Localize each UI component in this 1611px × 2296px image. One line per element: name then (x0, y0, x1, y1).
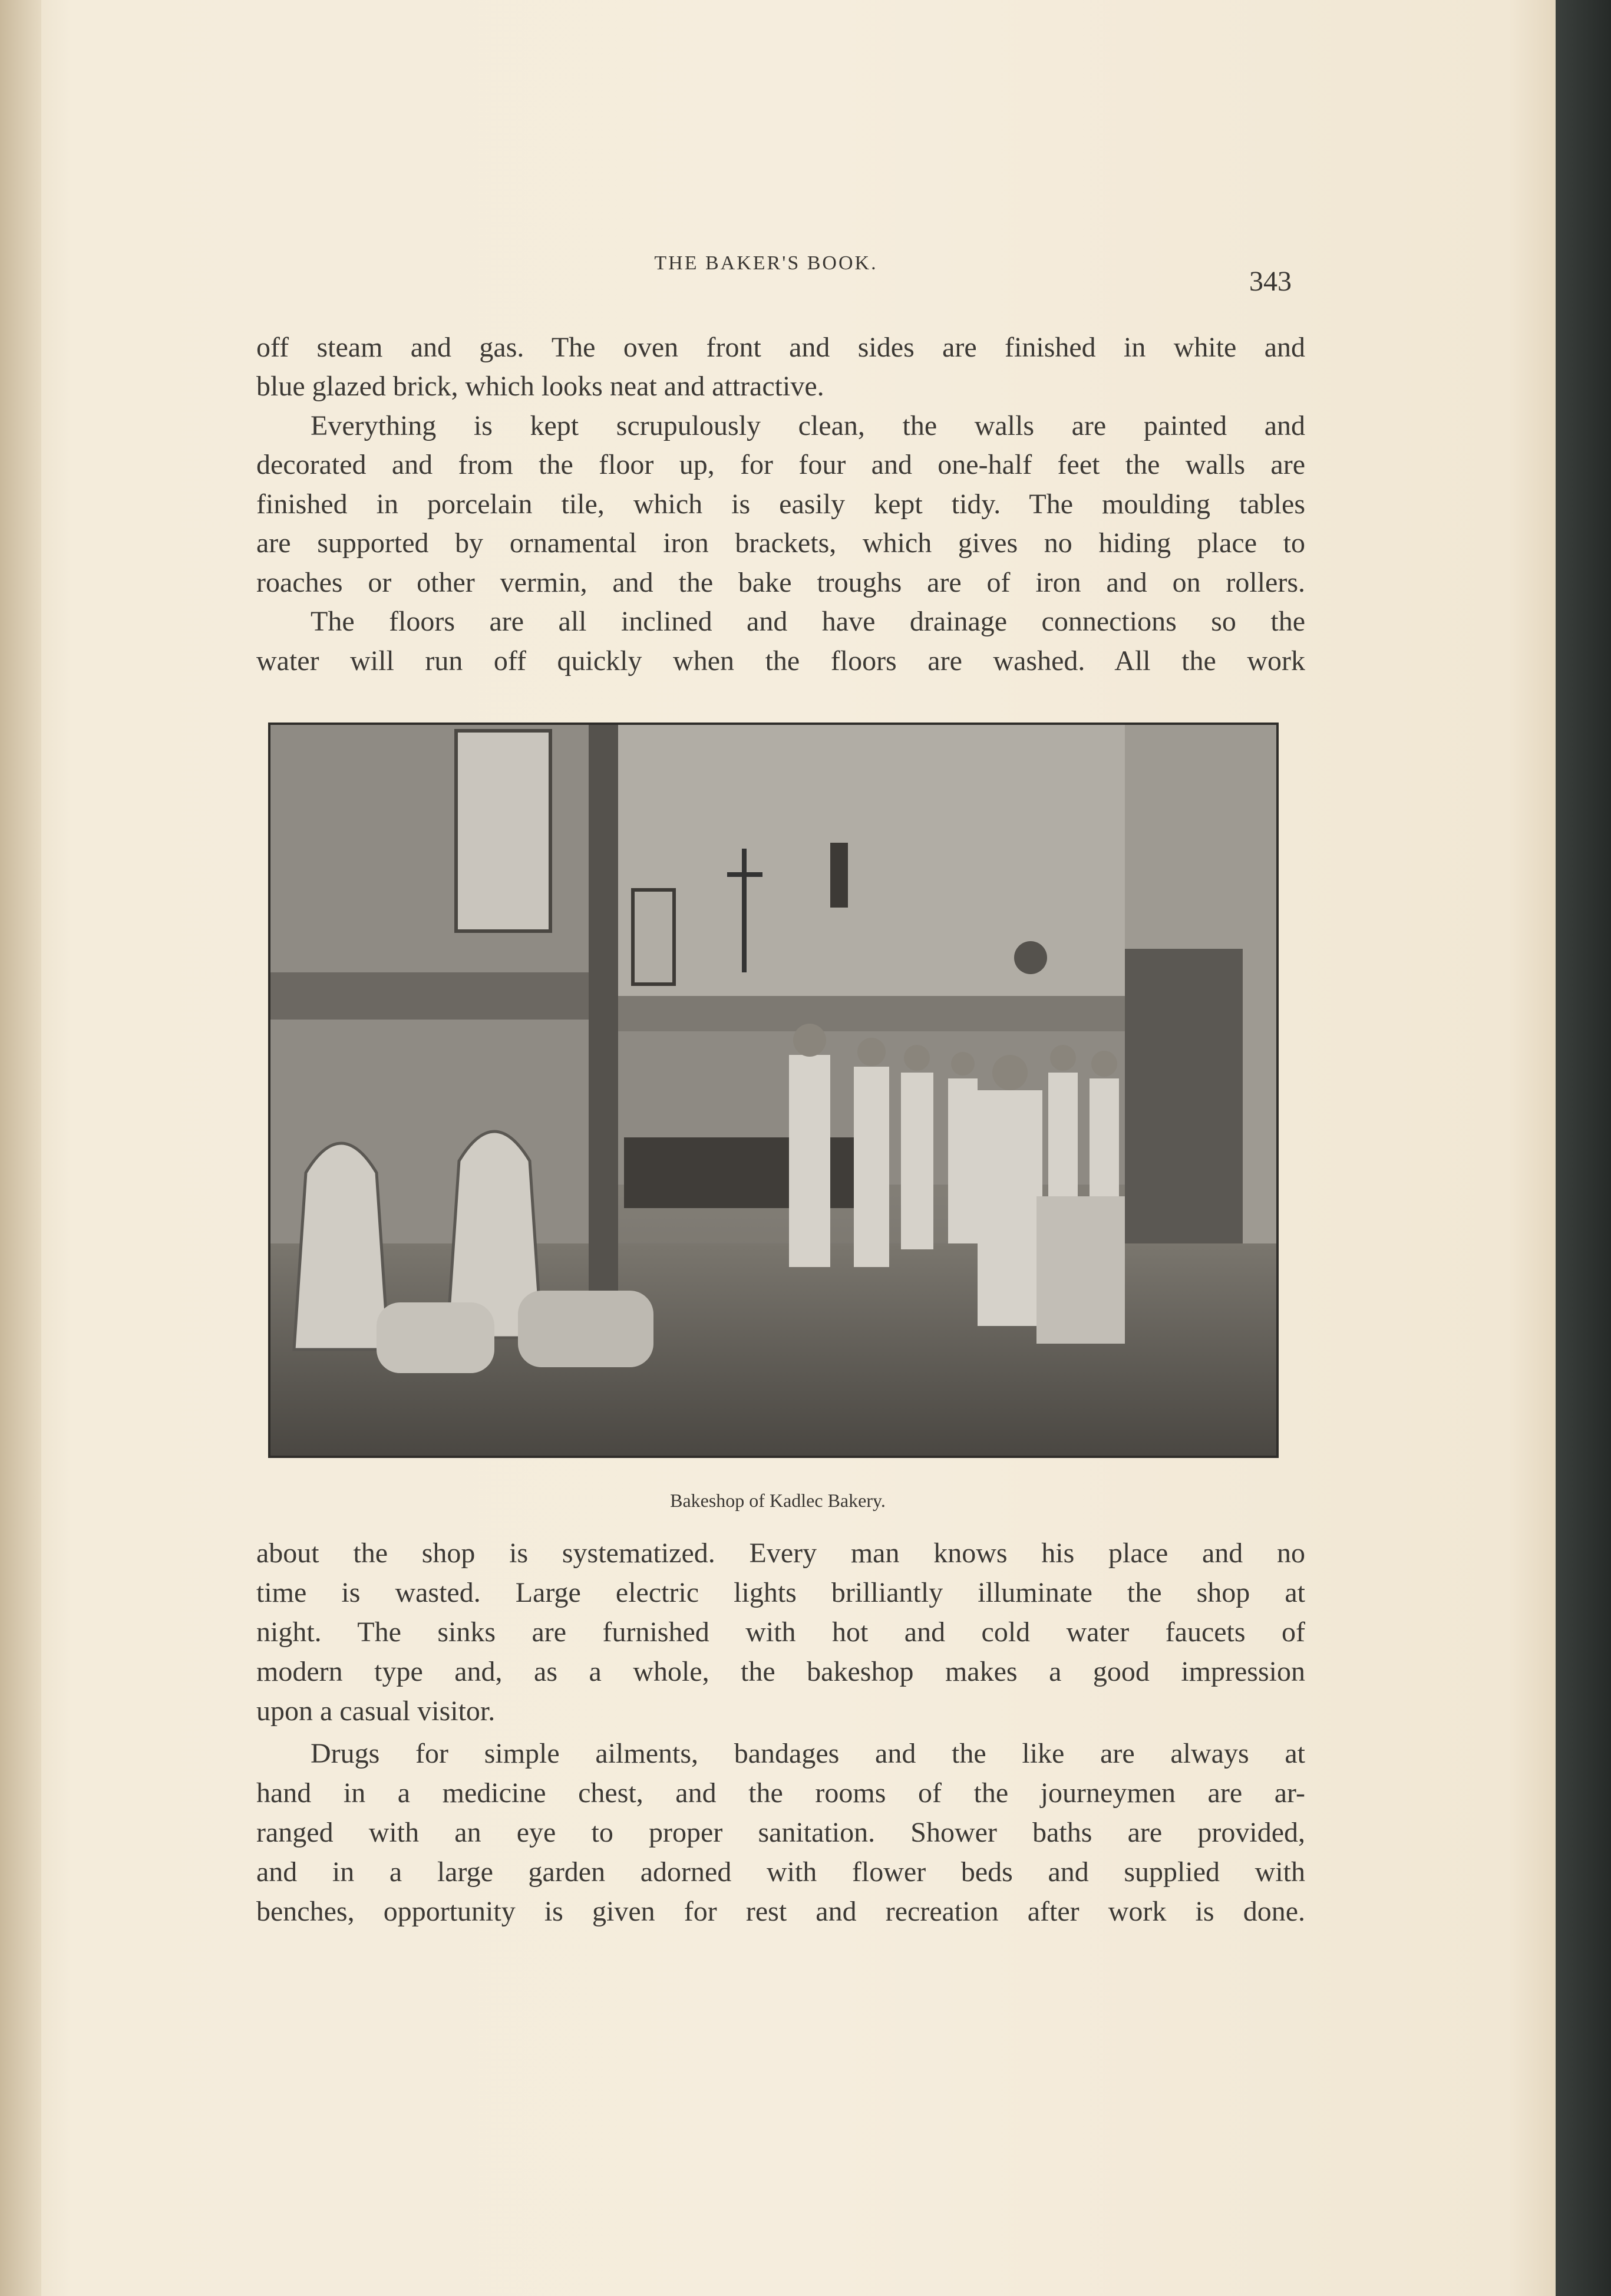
page-gutter-shadow (0, 0, 41, 2296)
running-head (0, 252, 1556, 275)
text-line: modern type and, as a whole, the bakeshop makes a good impression (256, 1656, 1305, 1687)
text-line: are supported by ornamental iron brackets, which gives no hiding place to (256, 527, 1305, 559)
page-number: 343 (1249, 266, 1292, 297)
photo-illustration (270, 725, 1276, 1456)
text-line: time is wasted. Large electric lights brilliantly illuminate the shop at (256, 1577, 1305, 1608)
text-line: The floors are all inclined and have drainage connections so the (311, 606, 1305, 637)
text-line: night. The sinks are furnished with hot and cold water faucets of (256, 1617, 1305, 1648)
text-line: water will run off quickly when the floors are washed. All the work (256, 645, 1305, 677)
text-line: upon a casual visitor. (256, 1695, 496, 1727)
text-line: and in a large garden adorned with flower beds and supplied with (256, 1856, 1305, 1888)
text-line: benches, opportunity is given for rest and recreation after work is done. (256, 1896, 1305, 1927)
figure-caption: Bakeshop of Kadlec Bakery. (670, 1490, 886, 1511)
text-line: Drugs for simple ailments, bandages and the like are always at (311, 1738, 1305, 1769)
text-line: off steam and gas. The oven front and sides are finished in white and (256, 332, 1305, 363)
text-line: blue glazed brick, which looks neat and attractive. (256, 371, 824, 402)
text-line: roaches or other vermin, and the bake troughs are of iron and on rollers. (256, 567, 1305, 598)
text-line: finished in porcelain tile, which is easily kept tidy. The moulding tables (256, 489, 1305, 520)
bakeshop-photograph (268, 723, 1279, 1458)
text-line: ranged with an eye to proper sanitation. Shower baths are provided, (256, 1817, 1305, 1848)
text-line: about the shop is systematized. Every man knows his place and no (256, 1538, 1305, 1569)
text-line: hand in a medicine chest, and the rooms of the journeymen are ar- (256, 1777, 1305, 1809)
book-cover-edge (1556, 0, 1611, 2296)
text-line: Everything is kept scrupulously clean, the walls are painted and (311, 410, 1305, 441)
text-line: decorated and from the floor up, for four and one-half feet the walls are (256, 449, 1305, 480)
running-head-text: THE BAKER'S BOOK. (654, 252, 878, 274)
